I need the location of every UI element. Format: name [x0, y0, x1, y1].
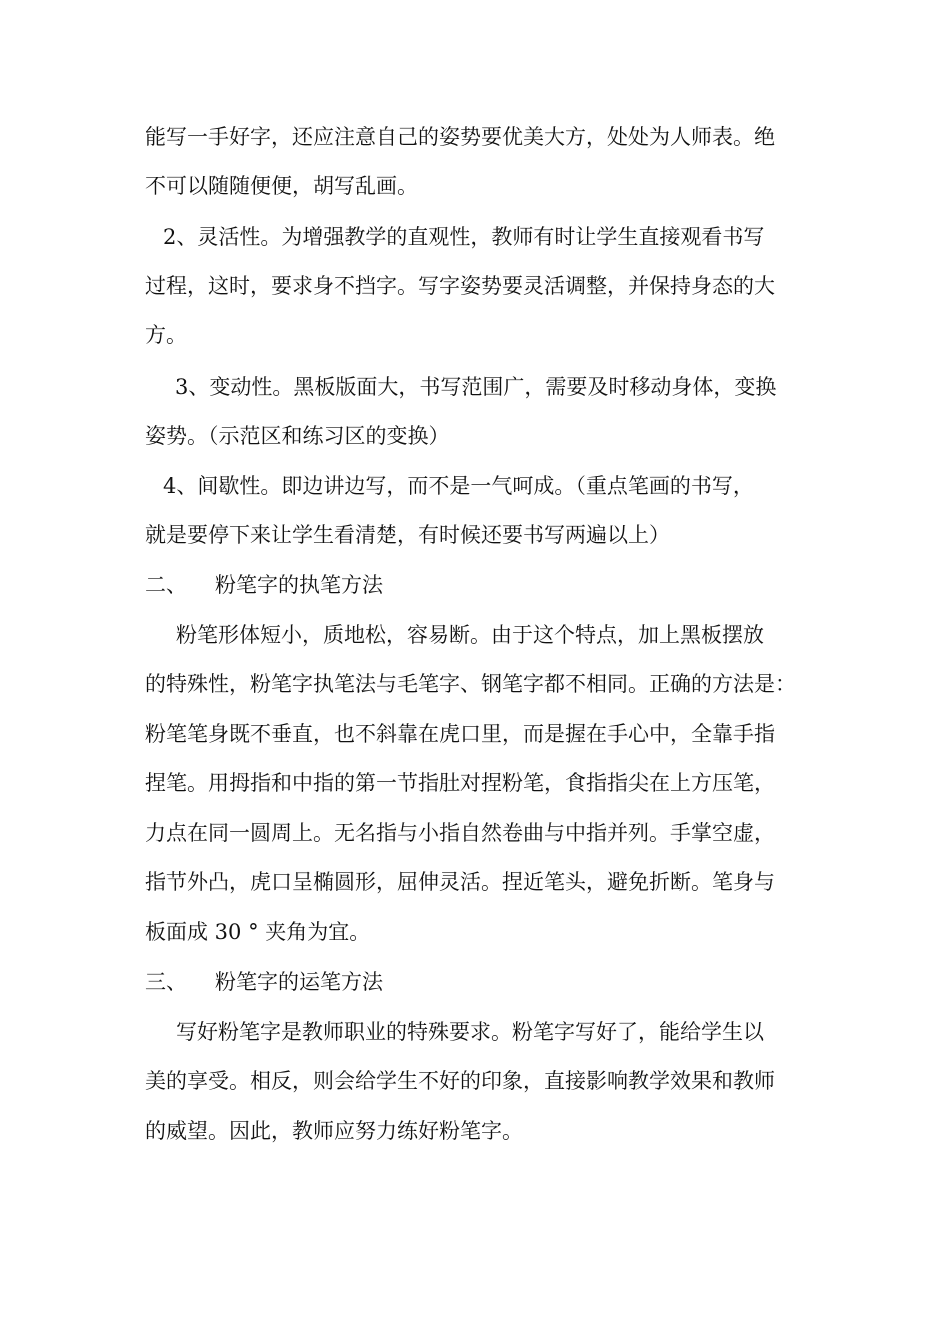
- text-line: 的威望。因此，教师应努力练好粉笔字。: [145, 1119, 523, 1143]
- text-line: 姿势。（示范区和练习区的变换）: [145, 424, 450, 448]
- text-line: 的特殊性，粉笔字执笔法与毛笔字、钢笔字都不相同。正确的方法是：: [145, 672, 796, 696]
- text-line: 能写一手好字，还应注意自己的姿势要优美大方，处处为人师表。绝: [145, 125, 775, 149]
- text-line: 过程，这时，要求身不挡字。写字姿势要灵活调整，并保持身态的大: [145, 274, 775, 298]
- text-line: 美的享受。相反，则会给学生不好的印象，直接影响教学效果和教师: [145, 1069, 775, 1093]
- section-heading: [145, 570, 815, 600]
- text-line: 方。: [145, 323, 187, 347]
- text-line: 力点在同一圆周上。无名指与小指自然卷曲与中指并列。手掌空虚，: [145, 821, 775, 845]
- heading-number: 三、: [145, 970, 187, 994]
- heading-text: 粉笔字的运笔方法: [215, 970, 383, 994]
- text-line: 4、间歇性。即边讲边写，而不是一气呵成。（重点笔画的书写，: [163, 474, 754, 498]
- text-line: 粉笔形体短小，质地松，容易断。由于这个特点，加上黑板摆放: [176, 623, 764, 647]
- text-line: 粉笔笔身既不垂直，也不斜靠在虎口里，而是握在手心中，全靠手指: [145, 722, 775, 746]
- heading-text: 粉笔字的执笔方法: [215, 573, 383, 597]
- text-line: 就是要停下来让学生看清楚，有时候还要书写两遍以上）: [145, 523, 670, 547]
- text-line: 3、变动性。黑板版面大，书写范围广，需要及时移动身体，变换: [175, 375, 777, 399]
- text-line: 2、灵活性。为增强教学的直观性，教师有时让学生直接观看书写: [163, 225, 765, 249]
- section-heading: [145, 967, 815, 997]
- text-line: 不可以随随便便，胡写乱画。: [145, 174, 418, 198]
- text-line: 板面成 30 ° 夹角为宜。: [145, 920, 371, 944]
- text-line: 捏笔。用拇指和中指的第一节指肚对捏粉笔，食指指尖在上方压笔，: [145, 771, 775, 795]
- heading-number: 二、: [145, 573, 187, 597]
- text-line: 写好粉笔字是教师职业的特殊要求。粉笔字写好了，能给学生以: [176, 1020, 764, 1044]
- text-line: 指节外凸，虎口呈椭圆形，屈伸灵活。捏近笔头，避免折断。笔身与: [145, 870, 775, 894]
